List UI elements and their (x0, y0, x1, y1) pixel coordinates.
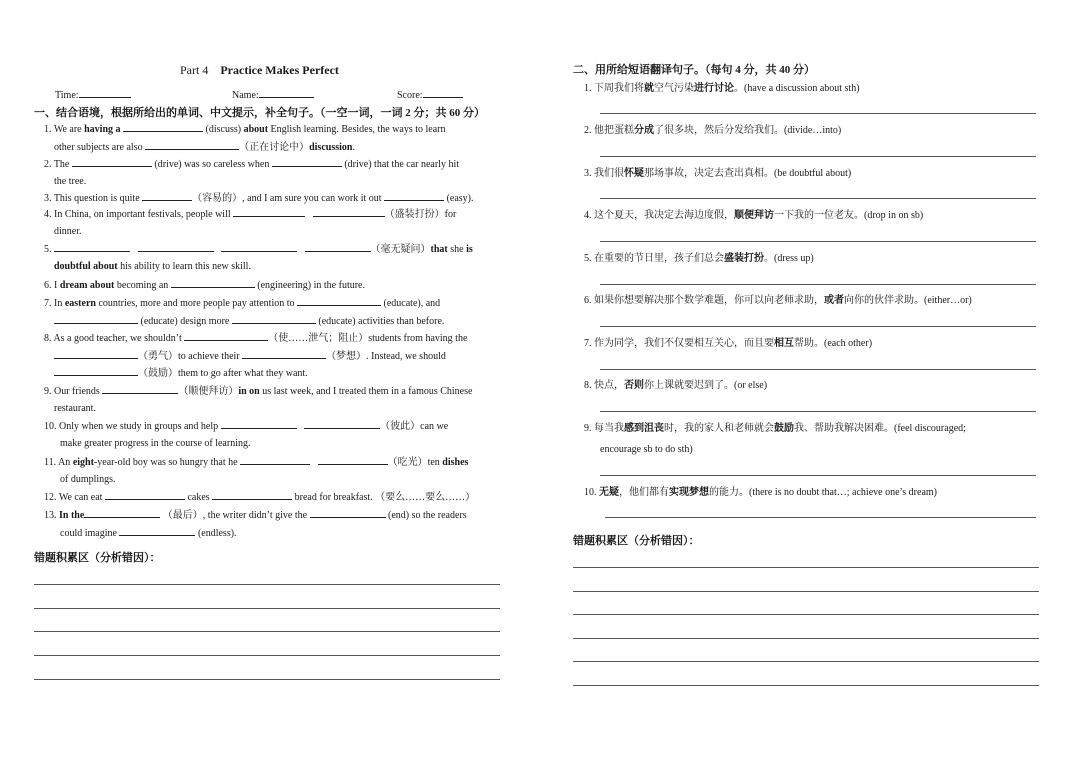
answer-blank[interactable] (221, 242, 297, 252)
question-1-line1: 1. We are having a (discuss) about English learning. Besides, the ways to learn (44, 124, 446, 135)
translation-8: 8. 快点，否则你上课就要迟到了。(or else) (584, 380, 768, 391)
question-2-line1: 2. The (drive) was so careless when (drive) that the car nearly hit (44, 159, 460, 170)
section2-heading: 二、用所给短语翻译句子。（每句 4 分，共 40 分） (573, 64, 815, 76)
question-11-line2: of dumplings. (60, 474, 116, 485)
answer-blank[interactable] (54, 349, 138, 359)
writing-line[interactable] (573, 685, 1039, 686)
answer-line[interactable] (605, 517, 1036, 518)
time-field[interactable] (55, 88, 131, 102)
answer-blank[interactable] (142, 191, 192, 201)
part-title-text: Practice Makes Perfect (220, 63, 339, 77)
question-11-line1: 11. An eight-year-old boy was so hungry that he （吃光）ten dishes (44, 457, 469, 468)
question-9-line2: restaurant. (54, 403, 96, 414)
question-6: 6. I dream about becoming an (engineering) in the future. (44, 280, 365, 291)
score-field[interactable] (397, 88, 463, 102)
writing-line[interactable] (34, 655, 500, 656)
answer-blank[interactable] (145, 140, 239, 150)
answer-blank[interactable] (304, 419, 380, 429)
question-9-line1: 9. Our friends （顺便拜访）in on us last week, and I treated them in a famous Chinese (44, 386, 473, 397)
part-label: Part 4 (180, 63, 209, 77)
question-7-line2: (educate) design more (educate) activities than before. (54, 314, 444, 328)
writing-line[interactable] (34, 631, 500, 632)
answer-blank[interactable] (242, 349, 326, 359)
answer-blank[interactable] (119, 526, 195, 536)
answer-line[interactable] (600, 326, 1036, 327)
answer-blank[interactable] (102, 384, 178, 394)
answer-blank[interactable] (297, 296, 381, 306)
name-field[interactable] (232, 88, 314, 102)
answer-blank[interactable] (233, 207, 305, 217)
translation-7: 7. 作为同学，我们不仅要相互关心，而且要相互帮助。(each other) (584, 338, 873, 349)
name-label: Name: (232, 90, 259, 101)
translation-10: 10. 无疑，他们都有实现梦想的能力。(there is no doubt that…; achieve one’s dream) (584, 487, 937, 498)
question-1-line2: other subjects are also （正在讨论中）discussion. (54, 142, 355, 153)
answer-blank[interactable] (72, 157, 152, 167)
translation-9-line1: 9. 每当我感到沮丧时，我的家人和老师就会鼓励我、帮助我解决困难。(feel discouraged; (584, 423, 966, 434)
translation-1: 1. 下周我们将就空气污染进行讨论。(have a discussion about sth) (584, 83, 860, 94)
writing-line[interactable] (573, 591, 1039, 592)
writing-line[interactable] (573, 638, 1039, 639)
question-13-line2: could imagine (endless). (60, 528, 237, 539)
answer-blank[interactable] (54, 366, 138, 376)
question-7-line1: 7. In eastern countries, more and more people pay attention to (educate), and (44, 298, 441, 309)
score-label: Score: (397, 90, 423, 101)
writing-line[interactable] (573, 614, 1039, 615)
answer-blank[interactable] (221, 419, 297, 429)
answer-blank[interactable] (184, 331, 268, 341)
translation-3: 3. 我们很怀疑那场事故，决定去查出真相。(be doubtful about) (584, 168, 852, 179)
question-4-line1: 4. In China, on important festivals, people will （盛装打扮）for (44, 209, 457, 220)
answer-blank[interactable] (305, 242, 371, 252)
answer-blank[interactable] (212, 490, 292, 500)
answer-blank[interactable] (384, 191, 444, 201)
translation-5: 5. 在重要的节日里，孩子们总会盛装打扮。(dress up) (584, 253, 814, 264)
question-12: 12. We can eat cakes bread for breakfast. （要么……要么……） (44, 492, 476, 503)
question-5-line1: 5. （毫无疑问）that she is (44, 244, 473, 255)
translation-4: 4. 这个夏天，我决定去海边度假，顺便拜访一下我的一位老友。(drop in on sb) (584, 210, 924, 221)
writing-line[interactable] (34, 608, 500, 609)
answer-blank[interactable] (313, 207, 385, 217)
answer-blank[interactable] (232, 314, 316, 324)
question-8-line2: （勇气）to achieve their （梦想）. Instead, we should (54, 349, 446, 363)
time-label: Time: (55, 90, 79, 101)
answer-blank[interactable] (171, 278, 255, 288)
question-2-line2: the tree. (54, 176, 87, 187)
error-collection-heading-left: 错题积累区（分析错因）： (34, 552, 161, 564)
question-4-line2: dinner. (54, 226, 82, 237)
answer-blank[interactable] (84, 508, 160, 518)
answer-blank[interactable] (138, 242, 214, 252)
writing-line[interactable] (34, 584, 500, 585)
question-5-line2: doubtful about his ability to learn this new skill. (54, 261, 251, 272)
answer-blank[interactable] (105, 490, 185, 500)
answer-blank[interactable] (310, 508, 386, 518)
section1-heading: 一、结合语境，根据所给出的单词、中文提示，补全句子。（一空一词，一词 2 分；共 60 分） (34, 107, 485, 119)
error-collection-heading-right: 错题积累区（分析错因）： (573, 535, 700, 547)
answer-line[interactable] (600, 156, 1036, 157)
question-3: 3. This question is quite （容易的）, and I am sure you can work it out (easy). (44, 193, 474, 204)
answer-blank[interactable] (272, 157, 342, 167)
answer-line[interactable] (600, 284, 1036, 285)
answer-blank[interactable] (123, 122, 203, 132)
question-13-line1: 13. In the （最后）, the writer didn’t give the (end) so the readers (44, 510, 467, 521)
answer-blank[interactable] (54, 242, 130, 252)
translation-6: 6. 如果你想要解决那个数学难题，你可以向老师求助，或者向你的伙伴求助。(either…or) (584, 295, 972, 306)
question-10-line1: 10. Only when we study in groups and help （彼此）can we (44, 421, 449, 432)
answer-blank[interactable] (54, 314, 138, 324)
answer-line[interactable] (600, 198, 1036, 199)
answer-line[interactable] (600, 369, 1036, 370)
answer-line[interactable] (600, 113, 1036, 114)
writing-line[interactable] (34, 679, 500, 680)
translation-2: 2. 他把蛋糕分成了很多块，然后分发给我们。(divide…into) (584, 125, 842, 136)
translation-9-line2: encourage sb to do sth) (600, 444, 693, 455)
question-8-line1: 8. As a good teacher, we shouldn’t （使……泄气；阻止）students from having the (44, 333, 468, 344)
question-10-line2: make greater progress in the course of learning. (60, 438, 251, 449)
answer-line[interactable] (600, 411, 1036, 412)
answer-blank[interactable] (318, 455, 388, 465)
writing-line[interactable] (573, 567, 1039, 568)
question-8-line3: （鼓励）them to go after what they want. (54, 366, 308, 380)
part-title (180, 63, 339, 78)
answer-line[interactable] (600, 475, 1036, 476)
answer-line[interactable] (600, 241, 1036, 242)
writing-line[interactable] (573, 661, 1039, 662)
answer-blank[interactable] (240, 455, 310, 465)
